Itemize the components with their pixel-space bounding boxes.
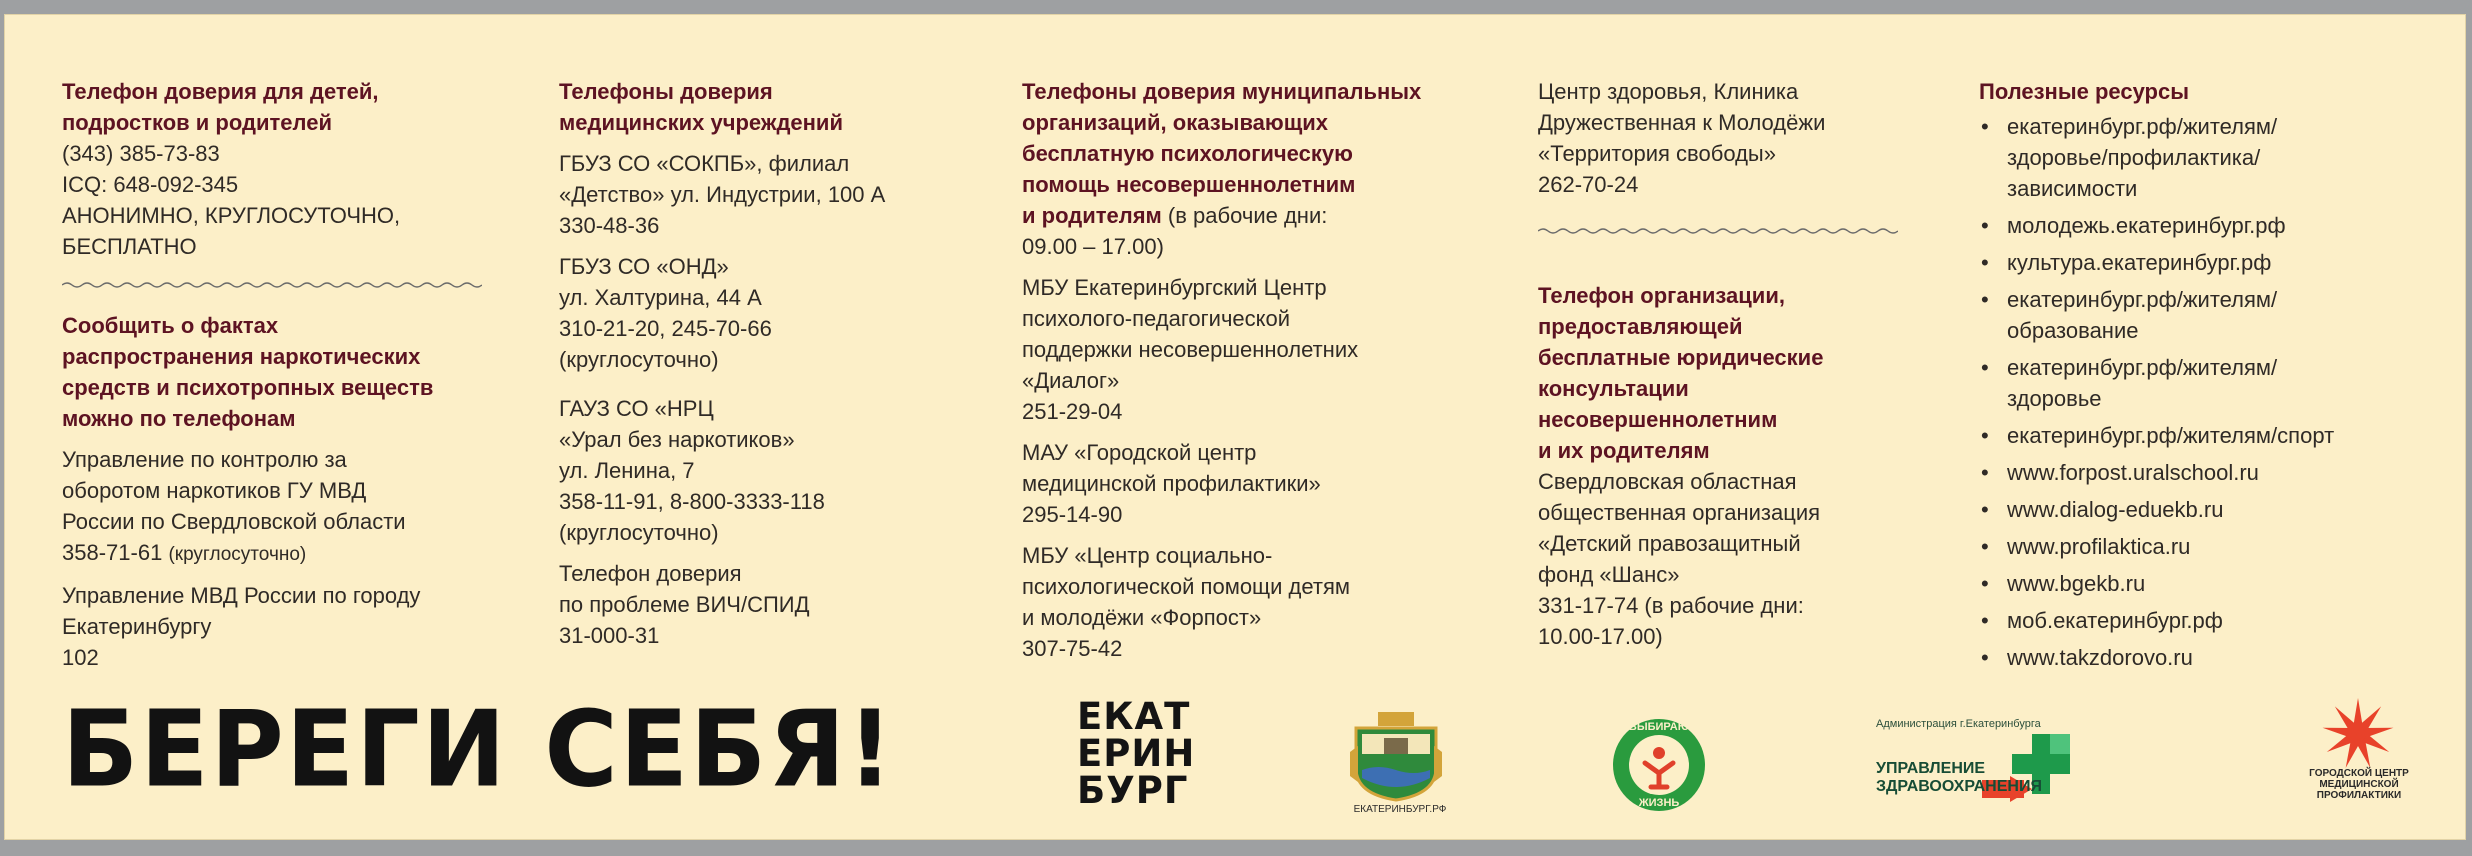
police-phone: 102: [62, 645, 99, 670]
city-crest-icon: [1348, 712, 1444, 807]
brochure-card: [4, 14, 2466, 840]
drug-report-title: Сообщить о фактах распространения наркотических средств и психотропных веществ можно по телефонам: [62, 313, 434, 431]
column-medical-helplines: [559, 76, 979, 651]
children-helpline-phone: (343) 385-73-83: [62, 141, 220, 166]
wavy-divider: [1538, 222, 1918, 240]
resource-link[interactable]: • екатеринбург.рф/жителям/ образование: [1979, 284, 2419, 346]
police-org: Управление МВД России по городу Екатеринбургу: [62, 583, 421, 639]
wavy-divider: [62, 276, 502, 294]
resource-link[interactable]: • культура.екатеринбург.рф: [1979, 247, 2419, 278]
drug-control-phone-line: [62, 537, 502, 570]
medical-helplines-title: Телефоны доверия медицинских учреждений: [559, 79, 843, 135]
municipal-helplines-hours: (в рабочие дни: 09.00 – 17.00): [1022, 203, 1328, 259]
drug-control-note: (круглосуточно): [168, 544, 307, 565]
column-children-helpline: [62, 76, 502, 673]
medical-entry-sokpb: ГБУЗ СО «СОКПБ», филиал «Детство» ул. Индустрии, 100 А 330-48-36: [559, 151, 886, 238]
municipal-entry-dialog: МБУ Екатеринбургский Центр психолого-педагогической поддержки несовершеннолетних «Диалог» 251-29-04: [1022, 275, 1359, 424]
children-helpline-icq: ICQ: 648-092-345: [62, 172, 239, 197]
medical-entry-ond: ГБУЗ СО «ОНД» ул. Халтурина, 44 А 310-21-20, 245-70-66 (круглосуточно): [559, 254, 772, 372]
legal-help-entry: Свердловская областная общественная организация «Детский правозащитный фонд «Шанс» 331-17-74 (в рабочие дни: 10.00-17.00): [1538, 469, 1821, 649]
resource-link[interactable]: • www.bgekb.ru: [1979, 568, 2419, 599]
prevention-center-star-icon: [2299, 694, 2417, 775]
ekaterinburg-logo-text: ЕКАТ ЕРИН БУРГ: [1077, 695, 1196, 812]
slogan: БЕРЕГИ СЕБЯ!: [62, 688, 895, 811]
resource-link[interactable]: • www.takzdorovo.ru: [1979, 642, 2419, 673]
municipal-helplines-heading: [1022, 76, 1502, 262]
municipal-helplines-title: Телефоны доверия муниципальных организаций, оказывающих бесплатную психологическую помощь несовершеннолетним и родителям: [1022, 79, 1422, 228]
resource-link[interactable]: • екатеринбург.рф/жителям/ здоровье/профилактика/ зависимости: [1979, 111, 2419, 204]
resource-link[interactable]: • www.profilaktica.ru: [1979, 531, 2419, 562]
legal-help-title: Телефон организации, предоставляющей бесплатные юридические консультации несовершеннолетним и их родителям: [1538, 283, 1824, 463]
resource-link[interactable]: • екатеринбург.рф/жителям/ здоровье: [1979, 352, 2419, 414]
resources-title: Полезные ресурсы: [1979, 79, 2190, 104]
prevention-center-name: ГОРОДСКОЙ ЦЕНТР МЕДИЦИНСКОЙ ПРОФИЛАКТИКИ: [2309, 768, 2409, 801]
municipal-entry-prevention: МАУ «Городской центр медицинской профилактики» 295-14-90: [1022, 440, 1321, 527]
choose-life-bottom: ЖИЗНЬ: [1638, 797, 1680, 809]
crest-caption: ЕКАТЕРИНБУРГ.РФ: [1353, 804, 1447, 815]
medical-entry-nrc: ГАУЗ СО «НРЦ «Урал без наркотиков» ул. Ленина, 7 358-11-91, 8-800-3333-118 (круглосуточно): [559, 396, 825, 545]
resource-link[interactable]: • www.forpost.uralschool.ru: [1979, 457, 2419, 488]
column-useful-resources: [1979, 76, 2419, 679]
administration-caption: Администрация г.Екатеринбурга: [1876, 718, 2041, 730]
children-helpline-title: Телефон доверия для детей, подростков и родителей: [62, 79, 379, 135]
health-department-name: УПРАВЛЕНИЕ ЗДРАВООХРАНЕНИЯ: [1876, 760, 2042, 795]
resource-link[interactable]: • молодежь.екатеринбург.рф: [1979, 210, 2419, 241]
resource-link[interactable]: • екатеринбург.рф/жителям/спорт: [1979, 420, 2419, 451]
health-center-entry: Центр здоровья, Клиника Дружественная к Молодёжи «Территория свободы» 262-70-24: [1538, 79, 1826, 197]
column-health-legal: [1538, 76, 1918, 652]
children-helpline-note: АНОНИМНО, КРУГЛОСУТОЧНО, БЕСПЛАТНО: [62, 203, 401, 259]
drug-control-org: Управление по контролю за оборотом наркотиков ГУ МВД России по Свердловской области: [62, 447, 406, 534]
ekaterinburg-logo: [1077, 695, 1197, 812]
resources-list: [1979, 111, 2419, 673]
medical-entry-hiv: Телефон доверия по проблеме ВИЧ/СПИД 31-000-31: [559, 561, 810, 648]
resource-link[interactable]: • www.dialog-eduekb.ru: [1979, 494, 2419, 525]
municipal-entry-forpost: МБУ «Центр социально- психологической помощи детям и молодёжи «Форпост» 307-75-42: [1022, 543, 1351, 661]
choose-life-top: ВЫБИРАЮ: [1628, 721, 1690, 733]
column-municipal-helplines: [1022, 76, 1502, 664]
resource-link[interactable]: • моб.екатеринбург.рф: [1979, 605, 2419, 636]
choose-life-logo: [1611, 717, 1707, 818]
drug-control-phone: 358-71-61: [62, 540, 163, 565]
